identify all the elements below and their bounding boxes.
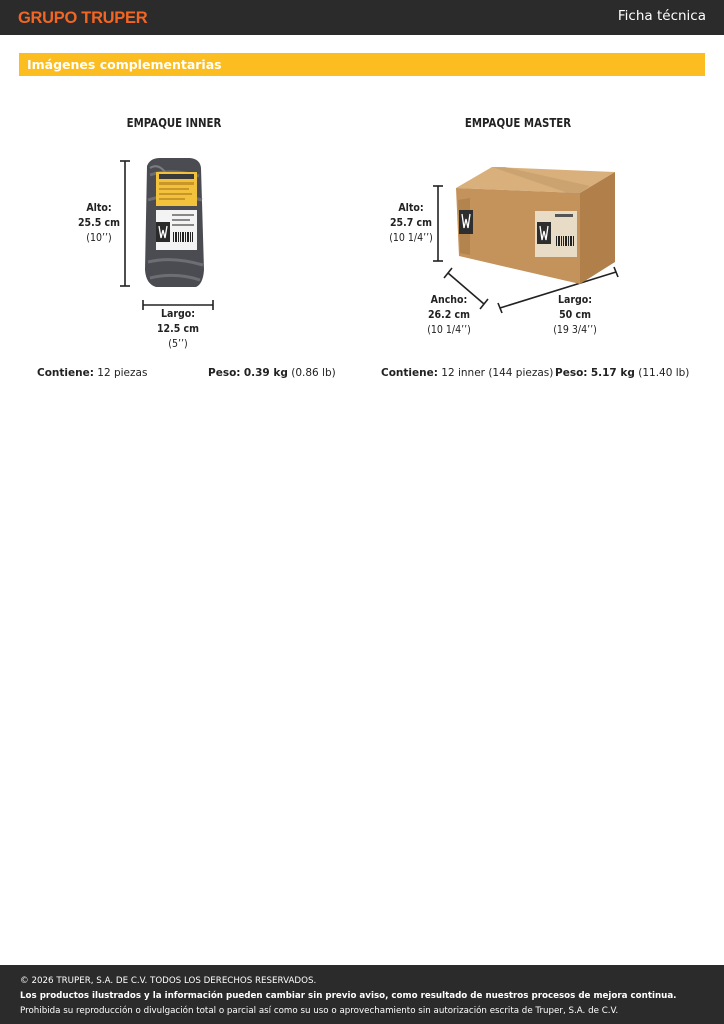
inner-weight: Peso: 0.39 kg (0.86 lb): [208, 367, 336, 379]
grupo-truper-logo[interactable]: GRUPO TRUPER: [18, 9, 148, 27]
master-width-label: Ancho: 26.2 cm (10 1/4’’): [409, 293, 489, 338]
inner-height-label: Alto: 25.5 cm (10’’): [59, 201, 139, 246]
master-height-label: Alto: 25.7 cm (10 1/4’’): [371, 201, 451, 246]
footer-notice: Los productos ilustrados y la información pueden cambiar sin previo aviso, como resultado de nuestros procesos de mejora continua.: [20, 991, 677, 1001]
inner-length-imperial: (5’’): [168, 338, 188, 350]
master-weight: Peso: 5.17 kg (11.40 lb): [555, 367, 690, 379]
inner-package-title: EMPAQUE INNER: [126, 116, 222, 130]
inner-contents: Contiene: 12 piezas: [37, 367, 148, 379]
master-package-title: EMPAQUE MASTER: [464, 116, 572, 130]
document-title: Ficha técnica: [617, 8, 706, 24]
master-width-metric: 26.2 cm: [427, 309, 471, 321]
master-length-label: Largo: 50 cm (19 3/4’’): [535, 293, 615, 338]
inner-height-imperial: (10’’): [86, 232, 112, 244]
section-title: Imágenes complementarias: [27, 57, 222, 72]
glove-package-image: [145, 158, 204, 287]
master-length-imperial: (19 3/4’’): [553, 324, 597, 336]
inner-length-metric: 12.5 cm: [156, 323, 200, 335]
footer: [0, 965, 724, 1024]
master-height-metric: 25.7 cm: [389, 217, 433, 229]
inner-height-metric: 25.5 cm: [77, 217, 121, 229]
footer-prohibition: Prohibida su reproducción o divulgación total o parcial así como su uso o aprovechamiento sin autorización escrita de Truper, S.A. de C.V.: [20, 1006, 619, 1016]
master-width-imperial: (10 1/4’’): [427, 324, 471, 336]
inner-length-label: Largo: 12.5 cm (5’’): [138, 307, 218, 352]
cardboard-box-image: [456, 167, 615, 284]
master-contents: Contiene: 12 inner (144 piezas): [381, 367, 554, 379]
footer-copyright: © 2026 TRUPER, S.A. DE C.V. TODOS LOS DERECHOS RESERVADOS.: [20, 976, 317, 986]
master-height-imperial: (10 1/4’’): [389, 232, 433, 244]
master-length-metric: 50 cm: [559, 309, 591, 321]
package-illustrations: [0, 0, 724, 400]
